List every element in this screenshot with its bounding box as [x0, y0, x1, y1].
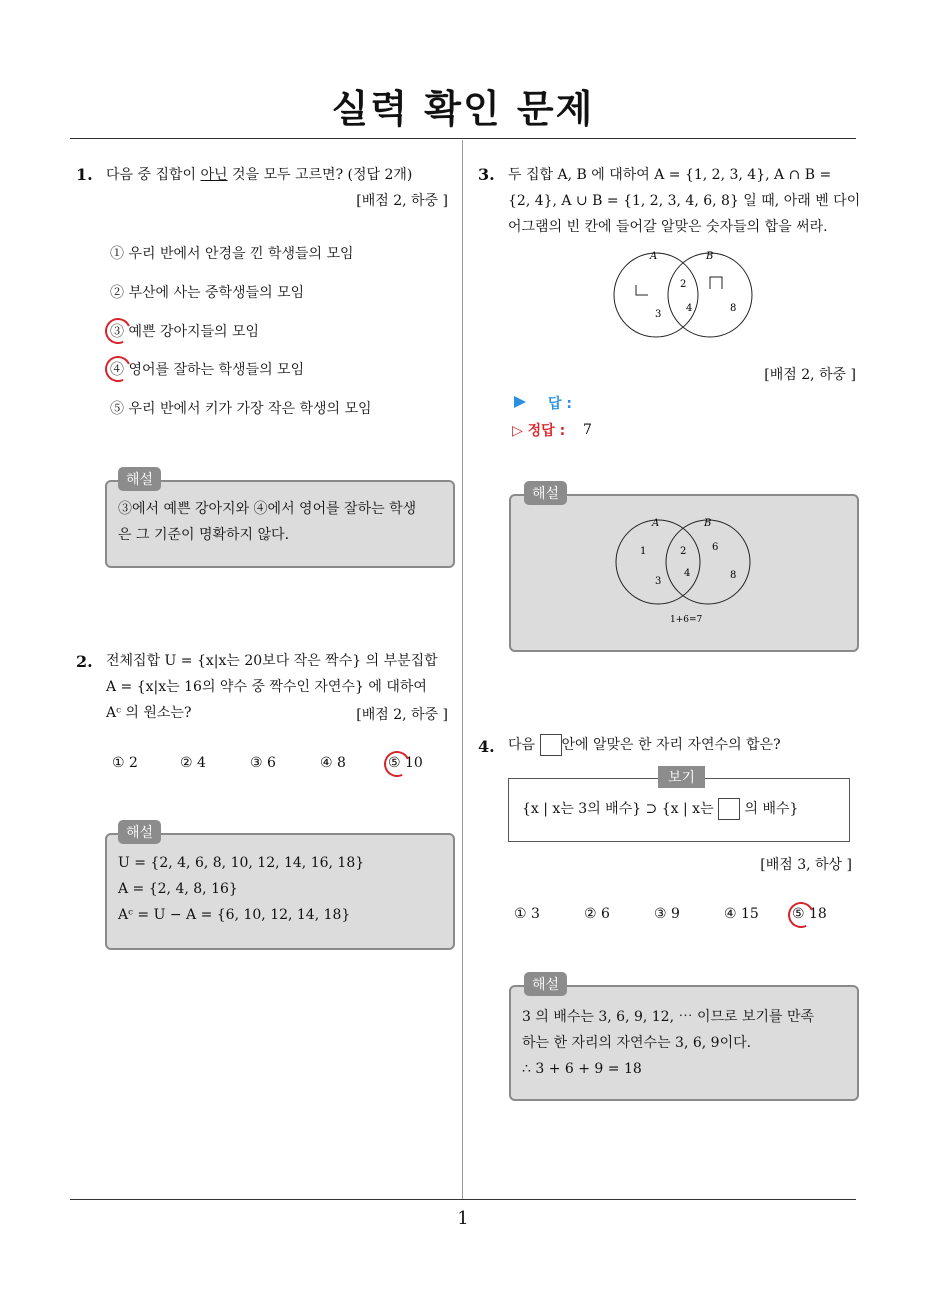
q4-choice-3[interactable]: ③ 9: [654, 906, 680, 922]
q4-stem-a: 다음: [508, 737, 540, 753]
page-title: 실력 확인 문제: [331, 87, 595, 131]
q2-choice-4[interactable]: ④ 8: [320, 755, 346, 771]
venn-label-a: A: [650, 251, 658, 262]
venn-circle-b: [668, 253, 752, 337]
venn-label-a: A: [652, 518, 660, 529]
q4-stem-b: 안에 알맞은 한 자리 자연수의 합은?: [561, 737, 781, 753]
venn-circle-a: [616, 520, 700, 604]
page-number: 1: [457, 1208, 469, 1229]
q1-choice-3[interactable]: ③ 예쁜 강아지들의 모임: [110, 324, 260, 340]
q1-explanation-tab: 해설: [118, 467, 161, 491]
q4-bogi-tab: 보기: [658, 766, 705, 788]
venn-label-b: B: [706, 251, 714, 262]
q1-meta: [배점 2, 하중 ]: [356, 193, 448, 209]
q4-stem: [508, 732, 781, 758]
q4-meta: [배점 3, 하상 ]: [760, 857, 852, 873]
header-rule: [70, 138, 856, 139]
q3-explanation-venn: [600, 512, 770, 632]
q2-line: A = {x|x는 16의 약수 중 짝수인 자연수} 에 대하여: [106, 679, 427, 695]
q1-choice-2[interactable]: ② 부산에 사는 중학생들의 모임: [110, 285, 305, 301]
venn-num-6: 6: [712, 542, 719, 553]
q3-line: 두 집합 A, B 에 대하여 A = {1, 2, 3, 4}, A ∩ B =: [508, 167, 832, 183]
q3-number: 3.: [478, 165, 495, 184]
q3-meta: [배점 2, 하중 ]: [764, 367, 856, 383]
answer-circle-mark: [784, 898, 817, 931]
q3-answer-label: 답 :: [548, 396, 572, 412]
q2-choice-3[interactable]: ③ 6: [250, 755, 276, 771]
q4-number: 4.: [478, 737, 495, 756]
venn-label-b: B: [704, 518, 712, 529]
q2-explanation-line: A = {2, 4, 8, 16}: [118, 881, 238, 897]
answer-circle-mark: [101, 314, 134, 347]
q2-explanation-line: U = {2, 4, 6, 8, 10, 12, 14, 16, 18}: [118, 855, 365, 871]
q3-explanation-tab: 해설: [524, 481, 567, 505]
q3-correct-label: ▷ 정답 :: [512, 423, 566, 439]
q3-venn-diagram: [600, 245, 770, 345]
footer-rule: [70, 1199, 856, 1200]
venn-num-3: 3: [655, 576, 662, 587]
q1-choice-1[interactable]: ① 우리 반에서 안경을 낀 학생들의 모임: [110, 246, 354, 262]
q4-explanation-tab: 해설: [524, 972, 567, 996]
venn-num-1: 1: [640, 546, 647, 557]
q4-bogi-text: [522, 796, 798, 822]
q2-explanation-tab: 해설: [118, 820, 161, 844]
q1-stem: [106, 162, 412, 188]
q4-bogi-b: 의 배수}: [740, 801, 799, 817]
q1-explanation-line: 은 그 기준이 명확하지 않다.: [118, 527, 290, 543]
venn-num-2: 2: [680, 546, 687, 557]
q4-explanation-line: 3 의 배수는 3, 6, 9, 12, ⋯ 이므로 보기를 만족: [522, 1009, 815, 1025]
q4-choice-2[interactable]: ② 6: [584, 906, 610, 922]
q2-explanation-line: Aᶜ = U − A = {6, 10, 12, 14, 18}: [118, 907, 351, 923]
q2-meta: [배점 2, 하중 ]: [356, 707, 448, 723]
q4-explanation-line: ∴ 3 + 6 + 9 = 18: [522, 1061, 642, 1077]
venn-num-3: 3: [655, 309, 662, 320]
venn-num-4: 4: [684, 568, 691, 579]
q1-stem-underlined: 아닌: [200, 167, 228, 183]
q2-choice-1[interactable]: ① 2: [112, 755, 138, 771]
q2-line: Aᶜ 의 원소는?: [106, 705, 192, 721]
q2-choice-2[interactable]: ② 4: [180, 755, 206, 771]
q4-explanation-line: 하는 한 자리의 자연수는 3, 6, 9이다.: [522, 1035, 752, 1051]
q1-choice-5[interactable]: ⑤ 우리 반에서 키가 가장 작은 학생의 모임: [110, 401, 372, 417]
blank-box-icon: [540, 734, 562, 756]
q4-bogi-a: {x | x는 3의 배수} ⊃ {x | x는: [522, 801, 719, 817]
q1-explanation-line: ③에서 예쁜 강아지와 ④에서 영어를 잘하는 학생: [118, 501, 417, 517]
q4-choice-4[interactable]: ④ 15: [724, 906, 759, 922]
q4-choice-1[interactable]: ① 3: [514, 906, 540, 922]
column-divider: [462, 140, 463, 1200]
venn-num-8: 8: [730, 570, 737, 581]
q1-stem-a: 다음 중 집합이: [106, 167, 201, 183]
q2-line: 전체집합 U = {x|x는 20보다 작은 짝수} 의 부분집합: [106, 653, 438, 669]
q4-choice-5[interactable]: ⑤ 18: [792, 906, 827, 922]
q1-choice-4[interactable]: ④ 영어를 잘하는 학생들의 모임: [110, 362, 305, 378]
q3-correct-value: 7: [583, 422, 592, 438]
venn-circle-b: [666, 520, 750, 604]
q3-line: {2, 4}, A ∪ B = {1, 2, 3, 4, 6, 8} 일 때, 아래 벤 다이: [508, 193, 861, 209]
q3-line: 어그램의 빈 칸에 들어갈 알맞은 숫자들의 합을 써라.: [508, 219, 828, 235]
blank-box-icon: [636, 285, 648, 295]
venn-num-2: 2: [680, 279, 687, 290]
answer-circle-mark: [101, 352, 134, 385]
venn-num-4: 4: [686, 303, 693, 314]
blank-box-icon: [710, 277, 722, 289]
venn-circle-a: [614, 253, 698, 337]
q1-number: 1.: [76, 165, 93, 184]
blank-box-icon: [718, 798, 740, 820]
venn-caption: 1+6=7: [670, 615, 703, 625]
q2-number: 2.: [76, 652, 93, 671]
play-arrow-icon: [512, 394, 528, 410]
venn-num-8: 8: [730, 303, 737, 314]
answer-circle-mark: [380, 747, 413, 780]
q2-choice-5[interactable]: ⑤ 10: [388, 755, 423, 771]
q1-stem-b: 것을 모두 고르면? (정답 2개): [227, 167, 413, 183]
